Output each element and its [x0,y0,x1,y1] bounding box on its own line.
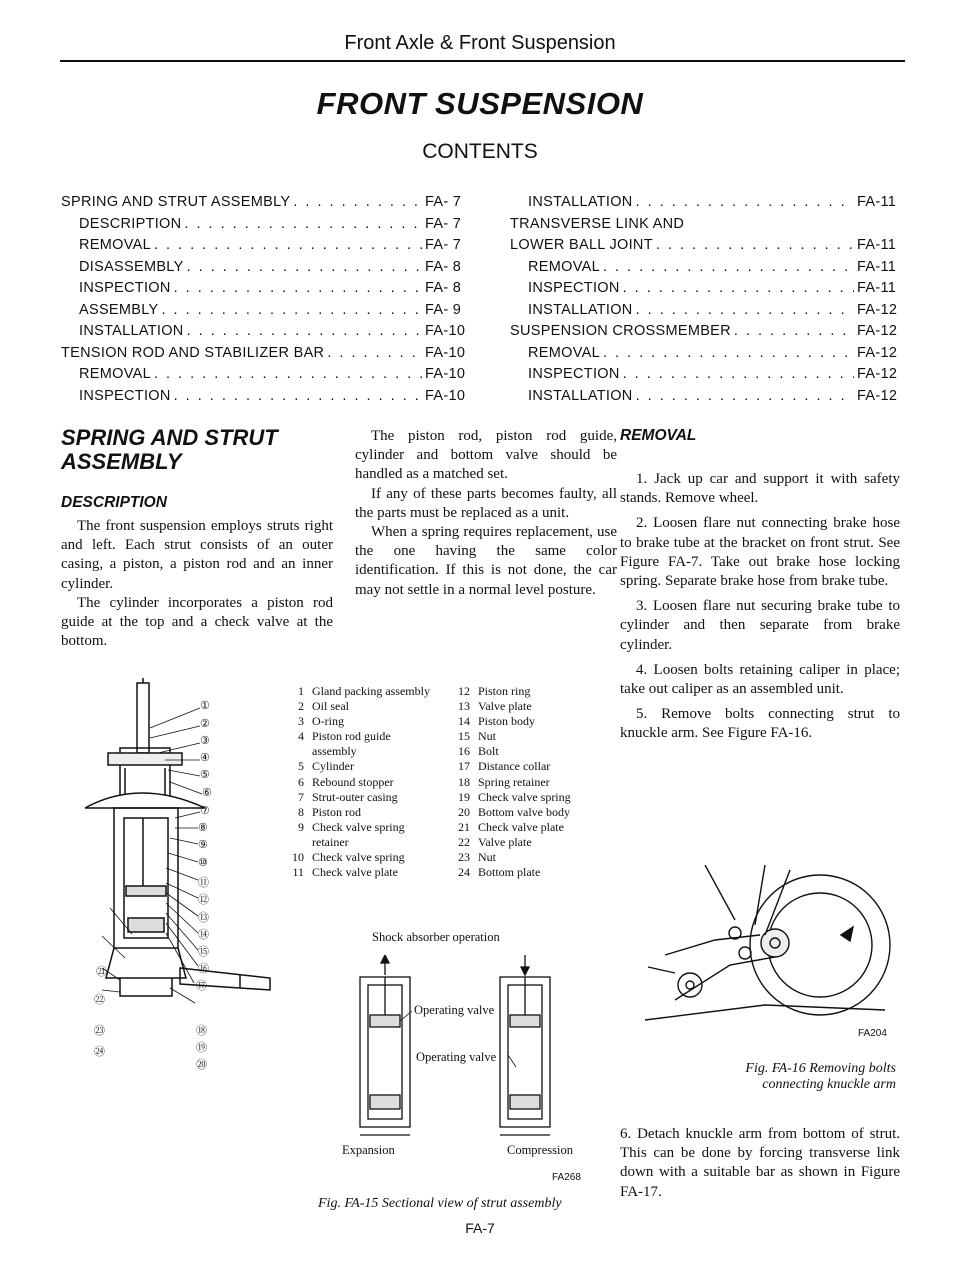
shock-operation-label: Shock absorber operation [372,930,500,944]
knuckle-arm-illustration [645,865,895,1025]
callout-8: ⑧ [198,822,208,834]
legend-item: 13 Valve plate [458,699,532,714]
legend-item: 6 Rebound stopper [298,774,394,789]
toc-entry: INSPECTION . . . FA-10 [61,388,473,410]
legend-item: retainer [312,834,349,849]
removal-step: 5. Remove bolts connecting strut to knuckle arm. See Figure FA-16. [620,706,900,742]
removal-step: 4. Loosen bolts retaining caliper in place; take out caliper as an assembled unit. [620,661,900,698]
page-number: FA-7 [465,1220,495,1236]
legend-item: 15 Nut [458,729,496,744]
parts-legend-right [448,684,608,880]
removal-step: 1. Jack up car and support it with safety stands. Remove wheel. [620,471,900,507]
removal-step: 2. Loosen flare nut connecting brake hose to brake tube at the bracket on front strut. See Figure FA-7. Take out brake hose locking spring. Separate brake hose from brake tube. [620,515,900,590]
legend-item: 23 Nut [458,850,496,865]
callout-20: ⑳ [196,1059,207,1071]
figure-16-caption: Fig. FA-16 Removing bolts connecting knuckle arm [745,1061,896,1092]
strut-sectional-drawing [80,678,300,1018]
removal-steps [620,470,900,750]
removal-step: 3. Loosen flare nut securing brake tube to cylinder and then separate from brake cylinder. [620,598,900,653]
callout-24: ㉔ [94,1046,105,1058]
callout-17: ⑰ [196,980,207,992]
callout-22: ㉒ [94,994,105,1006]
callout-10: ⑩ [198,857,208,869]
toc-entry: INSPECTION . . . FA-11 [510,280,905,302]
legend-item: 17 Distance collar [458,759,551,774]
toc-entry: INSPECTION . . . FA-12 [510,366,905,388]
toc-left [61,194,473,409]
toc-entry: INSPECTION . . . FA- 8 [61,280,473,302]
toc-entry: DISASSEMBLY . . . FA- 8 [61,259,473,281]
callout-1: ① [200,700,210,712]
section-heading: SPRING AND STRUT ASSEMBLY [61,425,278,474]
toc-entry: INSTALLATION . . . FA-12 [510,302,905,324]
operating-valve-label-2: Operating valve [416,1050,497,1064]
legend-item: 5 Cylinder [298,759,354,774]
removal-heading: REMOVAL [620,427,697,444]
toc-entry: REMOVAL . . . FA-10 [61,366,473,388]
toc-entry: ASSEMBLY . . . FA- 9 [61,302,473,324]
callout-19: ⑲ [196,1042,207,1054]
callout-5: ⑤ [200,769,210,781]
toc-entry: REMOVAL . . . FA- 7 [61,237,473,259]
parts-legend-left [282,684,462,880]
figure-code: FA268 [552,1172,581,1183]
legend-item: 20 Bottom valve body [458,804,570,819]
legend-item: assembly [312,744,357,759]
description-text: The front suspension employs struts right and left. Each strut consists of an outer casing, a piston, a piston rod and an inner cylinder. The cylinder incorporates a piston rod guide at the top and a check valve at the bottom. [61,518,333,650]
legend-item: 24 Bottom plate [458,865,541,880]
toc-entry: DESCRIPTION . . . FA- 7 [61,216,473,238]
legend-item: 4 Piston rod guide [298,729,391,744]
toc-entry: INSTALLATION . . . FA-12 [510,388,905,410]
callout-21: ㉑ [96,966,107,978]
expansion-label: Expansion [342,1143,395,1157]
legend-item: 21 Check valve plate [458,819,564,834]
toc-entry: SUSPENSION CROSSMEMBER . . . FA-12 [510,323,905,345]
toc-entry: INSTALLATION . . . FA-10 [61,323,473,345]
toc-entry: TENSION ROD AND STABILIZER BAR . . . FA-10 [61,345,473,367]
callout-7: ⑦ [200,805,210,817]
legend-item: 8 Piston rod [298,804,362,819]
callout-15: ⑮ [198,946,209,958]
callout-14: ⑭ [198,929,209,941]
callout-18: ⑱ [196,1025,207,1037]
toc-entry: TRANSVERSE LINK AND [510,215,685,232]
legend-item: 18 Spring retainer [458,774,550,789]
legend-item: 1 Gland packing assembly [298,684,430,698]
legend-item: 19 Check valve spring [458,789,571,804]
toc-right [510,194,905,409]
legend-item: 14 Piston body [458,714,536,729]
callout-2: ② [200,718,210,730]
page-title: FRONT SUSPENSION [316,86,644,121]
callout-6: ⑥ [202,787,212,799]
legend-item: 2 Oil seal [298,699,349,714]
contents-title: CONTENTS [422,140,538,163]
legend-item: 9 Check valve spring [298,819,405,834]
removal-step-6: 6. Detach knuckle arm from bottom of strut. This can be done by forcing transverse link down with a suitable bar as shown in Figure FA-17. [620,1126,900,1200]
callout-4: ④ [200,752,210,764]
toc-entry: REMOVAL . . . FA-12 [510,345,905,367]
figure-15-caption: Fig. FA-15 Sectional view of strut assembly [318,1196,562,1211]
toc-entry: LOWER BALL JOINT . . . FA-11 [510,237,905,259]
legend-item: 11 Check valve plate [292,865,398,880]
callout-11: ⑪ [198,877,209,889]
compression-label: Compression [507,1143,573,1157]
callout-9: ⑨ [198,839,208,851]
description-heading: DESCRIPTION [61,494,167,511]
fig16-code: FA204 [858,1028,887,1039]
legend-item: 10 Check valve spring [292,850,405,865]
legend-item: 7 Strut-outer casing [298,789,398,804]
callout-13: ⑬ [198,912,209,924]
matched-set-text: The piston rod, piston rod guide, cylinder and bottom valve should be handled as a matched set. If any of these parts becomes faulty, all the parts must be replaced as a unit. When a spring requires replacement, use the one having the same color identification. If this is not done, the car may not settle in a normal level posture. [355,428,617,598]
legend-item: 12 Piston ring [458,684,531,698]
callout-3: ③ [200,735,210,747]
toc-entry: SPRING AND STRUT ASSEMBLY . . . FA- 7 [61,194,473,216]
operating-valve-label-1: Operating valve [414,1003,495,1017]
toc-entry: INSTALLATION . . . FA-11 [510,194,905,216]
callout-12: ⑫ [198,894,209,906]
callout-23: ㉓ [94,1025,105,1037]
legend-item: 22 Valve plate [458,834,532,849]
callout-16: ⑯ [198,963,209,975]
legend-item: 16 Bolt [458,744,499,759]
running-header: Front Axle & Front Suspension [344,32,616,54]
legend-item: 3 O-ring [298,714,344,729]
toc-entry: REMOVAL . . . FA-11 [510,259,905,281]
header-rule [60,60,905,62]
